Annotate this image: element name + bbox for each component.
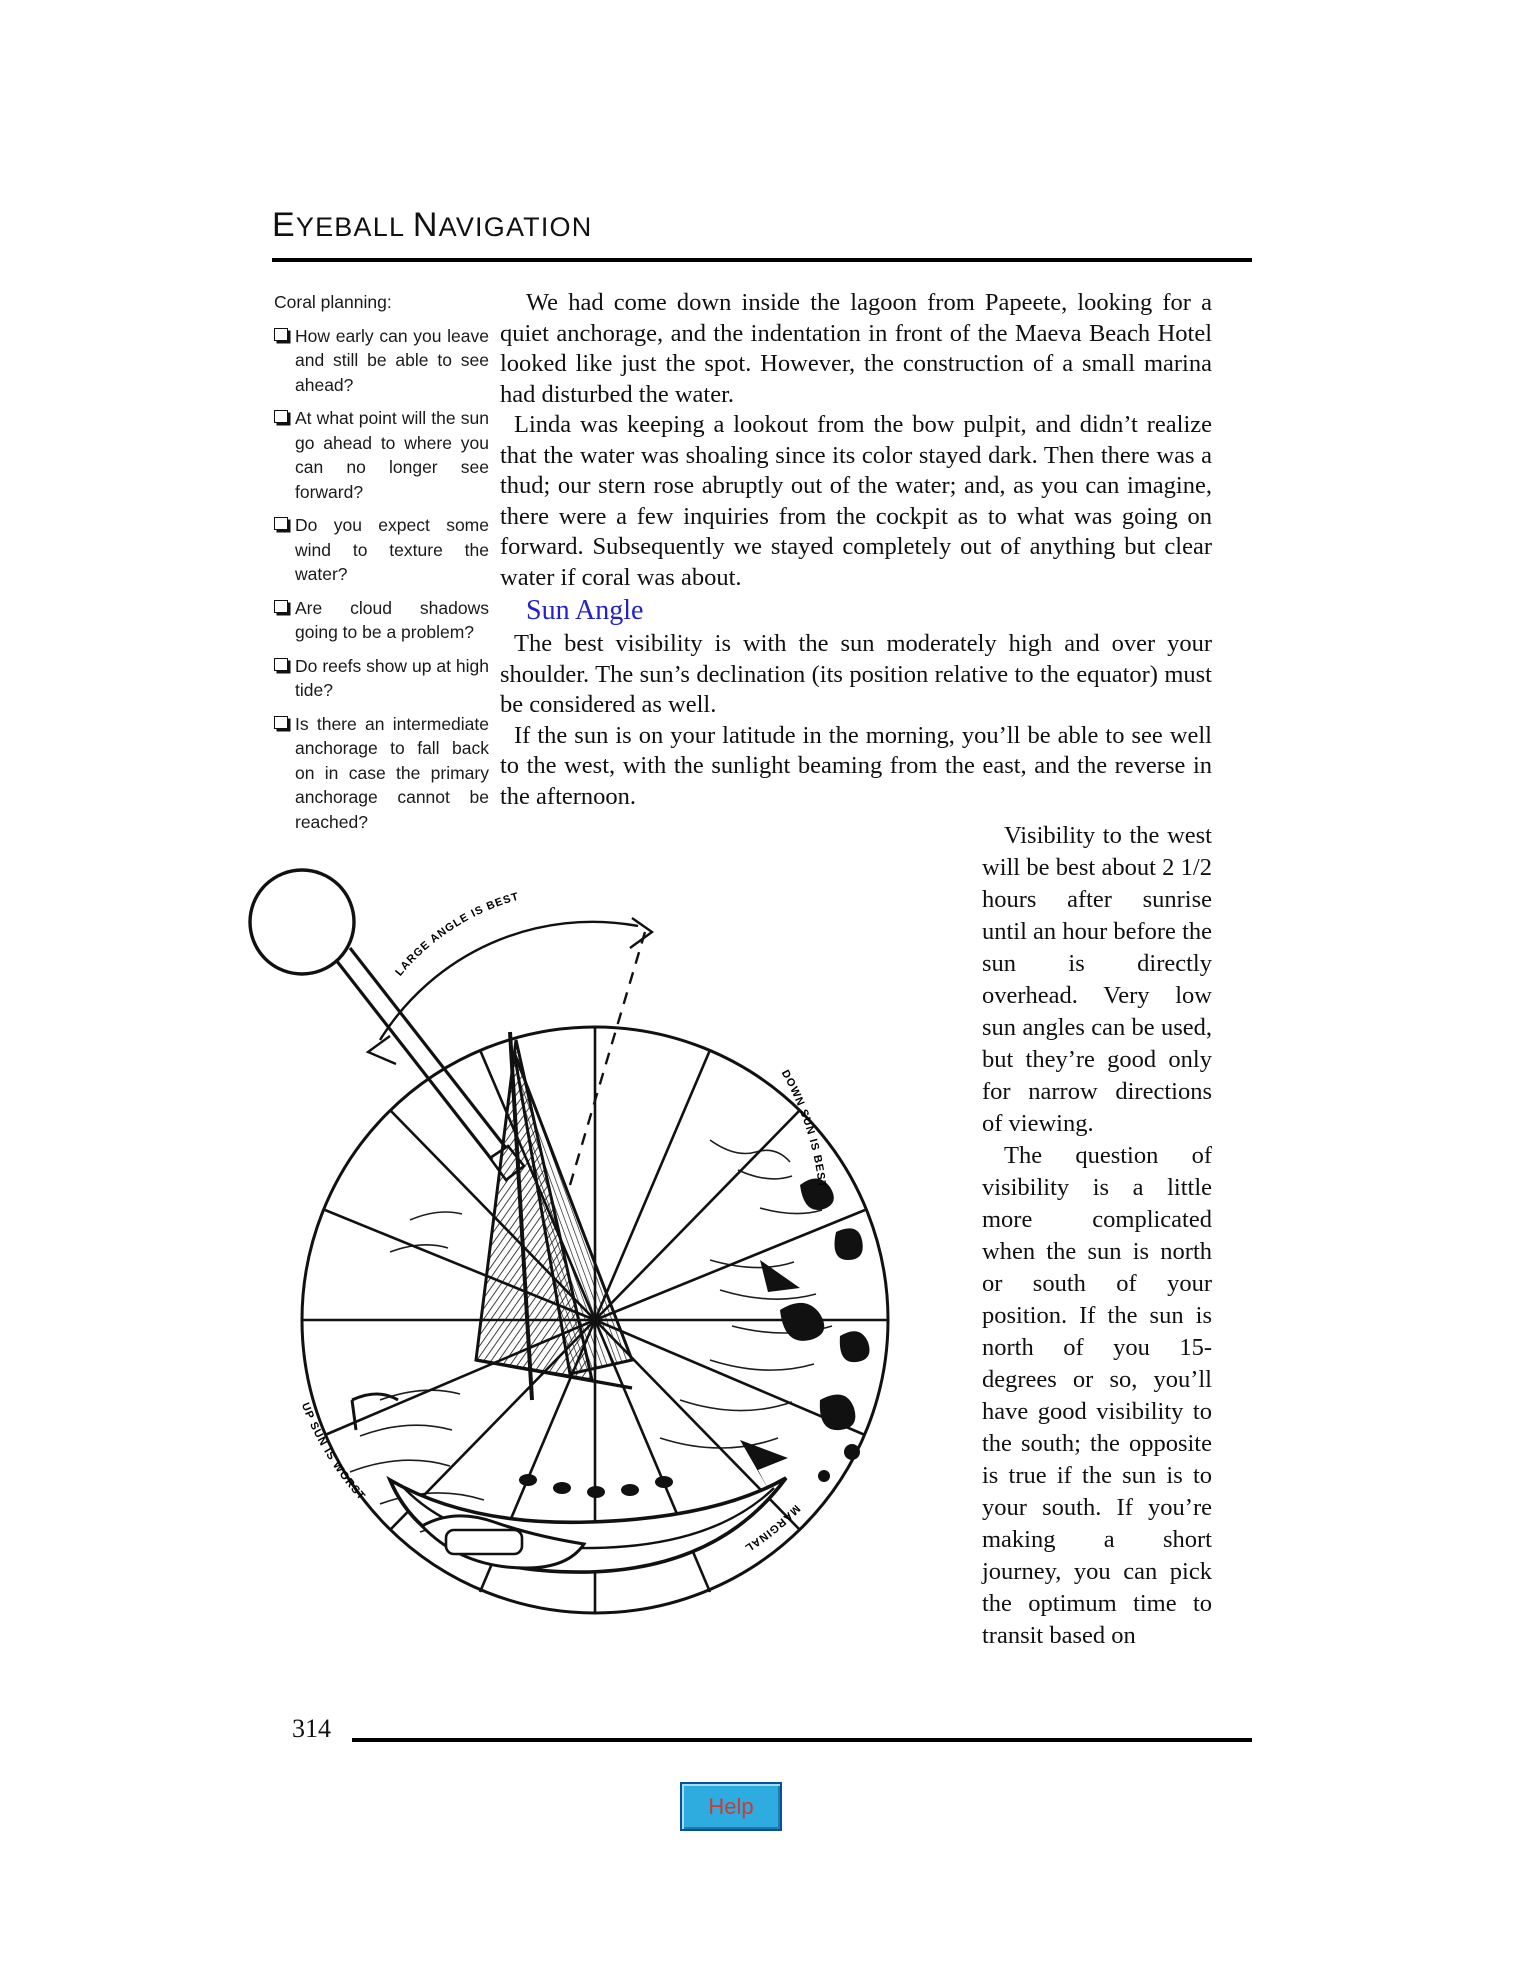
page-number: 314: [292, 1714, 331, 1743]
checkbox-bullet-icon: [274, 517, 288, 530]
list-item-text: Do you expect some wind to texture the water?: [295, 515, 489, 584]
label-marginal: MARGINAL: [742, 1502, 803, 1555]
list-item-text: Are cloud shadows going to be a problem?: [295, 597, 489, 642]
right-text-column: [982, 820, 1212, 1652]
header-rule: [272, 258, 1252, 262]
right-paragraph-2: The question of visibility is a little more complicated when the sun is north or south of your position. If the sun is north of you 15-degrees or so, you’ll have good visibility to the south; the opposite is true if the sun is to your south. If you’re making a short journey, you can pick the optimum time to transit based on: [982, 1142, 1212, 1649]
body-paragraph-3: The best visibility is with the sun moderately high and over your shoulder. The sun’s declination (its position relative to the equator) must be considered as well.: [500, 630, 1212, 718]
footer-rule: [352, 1738, 1252, 1742]
help-button[interactable]: Help: [680, 1782, 782, 1831]
label-down-sun-is-best: DOWN SUN IS BEST: [778, 1067, 828, 1190]
checkbox-bullet-icon: [274, 716, 288, 729]
list-item: [274, 654, 489, 703]
list-item-text: At what point will the sun go ahead to where you can no longer see forward?: [295, 408, 489, 502]
list-item-text: How early can you leave and still be able to see ahead?: [295, 325, 489, 395]
list-item: [274, 712, 489, 835]
list-item: [274, 324, 489, 398]
sidebar-lead: Coral planning:: [274, 292, 392, 312]
checkbox-bullet-icon: [274, 658, 288, 671]
list-item-text: Do reefs show up at high tide?: [295, 655, 489, 700]
list-item: [274, 596, 489, 645]
checkbox-bullet-icon: [274, 600, 288, 613]
sailboat: [352, 1032, 786, 1572]
direction-arrows: [740, 1260, 800, 1492]
list-item: [274, 406, 489, 504]
body-paragraph-4: If the sun is on your latitude in the morning, you’ll be able to see well to the west, with the sunlight beaming from the east, and the reverse in the afternoon.: [500, 721, 1212, 810]
body-paragraph-2: Linda was keeping a lookout from the bow pulpit, and didn’t realize that the water was shoaling since its color stayed dark. Then there was a thud; our stern rose abruptly out of the water; and, as you can imagine, there were a few inquiries from the cockpit as to what was going on forward. Subsequently we stayed completely out of anything but clear water if coral was about.: [500, 411, 1212, 591]
label-large-angle-is-best: LARGE ANGLE IS BEST: [393, 890, 521, 979]
running-head: EYEBALL NAVIGATION: [272, 206, 593, 244]
coral-planning-list: [274, 324, 489, 835]
sun-symbol: [250, 870, 524, 1180]
list-item: [274, 513, 489, 587]
main-text-column: [500, 288, 1212, 812]
section-heading-sun-angle: Sun Angle: [526, 595, 644, 626]
checkbox-bullet-icon: [274, 410, 288, 423]
coral-planning-sidebar: [274, 290, 489, 843]
right-paragraph-1: Visibility to the west will be best about 2 1/2 hours after sunrise until an hour before the sun is directly overhead. Very low sun angles can be used, but they’re good only for narrow directions of viewing.: [982, 822, 1212, 1137]
label-up-sun-is-worst: UP SUN IS WORST: [298, 1401, 368, 1503]
sailboat-sun-angle-illustration: [240, 840, 960, 1640]
body-paragraph-1: We had come down inside the lagoon from Papeete, looking for a quiet anchorage, and the indentation in front of the Maeva Beach Hotel looked like just the spot. However, the construction of a small marina had disturbed the water.: [500, 289, 1212, 408]
checkbox-bullet-icon: [274, 328, 288, 341]
list-item-text: Is there an intermediate anchorage to fall back on in case the primary anchorage cannot be reached?: [295, 713, 489, 832]
